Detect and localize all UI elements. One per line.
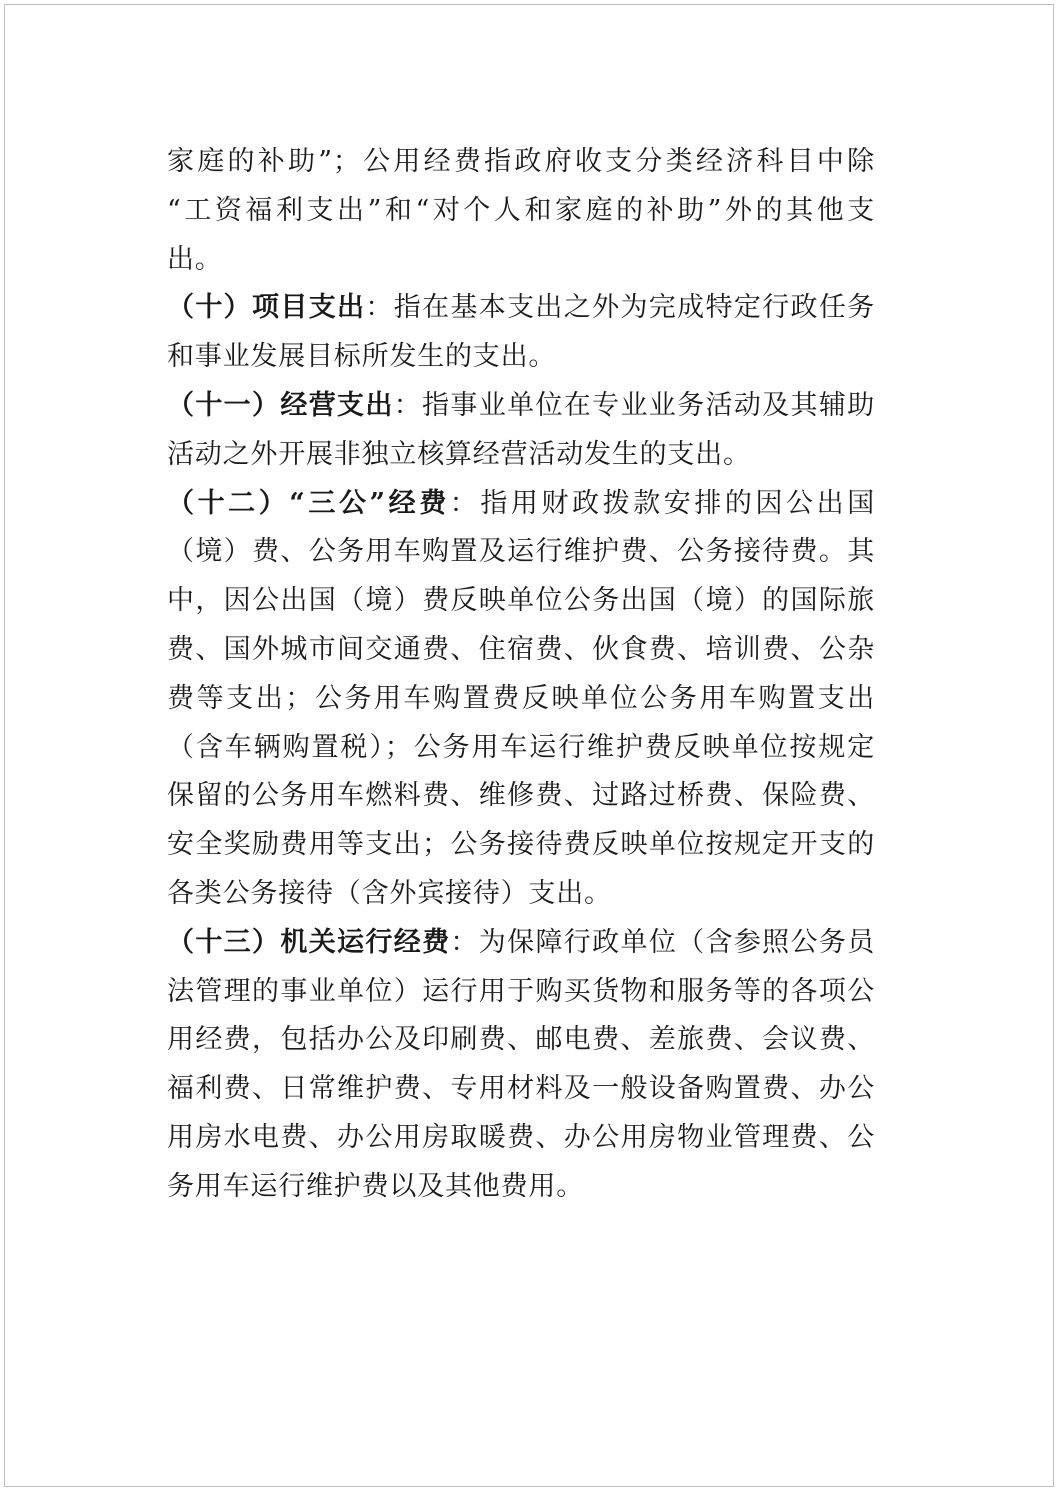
text-line: 务用车运行维护费以及其他费用。 bbox=[167, 1170, 584, 1202]
text-line: 安全奖励费用等支出；公务接待费反映单位按规定开支的 bbox=[167, 829, 875, 861]
paragraph-operating-expenditure bbox=[167, 382, 875, 480]
paragraph-public-funds-continued bbox=[167, 138, 875, 284]
text-line: 费等支出；公务用车购置费反映单位公务用车购置支出 bbox=[167, 682, 875, 714]
text-line: （含车辆购置税）；公务用车运行维护费反映单位按规定 bbox=[167, 731, 875, 763]
text-span: ：为保障行政单位（含参照公务员 bbox=[450, 926, 876, 958]
text-line bbox=[167, 480, 875, 529]
text-span: ：指事业单位在专业业务活动及其辅助 bbox=[393, 389, 875, 421]
text-line bbox=[167, 284, 875, 333]
document-body bbox=[167, 138, 875, 1212]
section-heading: （十一）经营支出 bbox=[167, 389, 394, 421]
paragraph-three-public-expenses bbox=[167, 480, 875, 919]
section-heading: （十）项目支出 bbox=[167, 292, 366, 324]
text-line: “工资福利支出”和“对个人和家庭的补助”外的其他支 bbox=[167, 194, 875, 226]
text-line: 和事业发展目标所发生的支出。 bbox=[167, 341, 557, 373]
section-heading: （十二）“三公”经费 bbox=[167, 487, 450, 519]
text-line: 福利费、日常维护费、专用材料及一般设备购置费、办公 bbox=[167, 1073, 875, 1105]
text-line: （境）费、公务用车购置及运行维护费、公务接待费。其 bbox=[167, 536, 875, 568]
text-line: 出。 bbox=[167, 243, 223, 275]
text-line: 家庭的补助”；公用经费指政府收支分类经济科目中除 bbox=[167, 146, 875, 177]
text-line: 用经费，包括办公及印刷费、邮电费、差旅费、会议费、 bbox=[167, 1024, 875, 1056]
text-line bbox=[167, 382, 875, 431]
section-heading: （十三）机关运行经费 bbox=[167, 926, 451, 958]
text-line: 各类公务接待（含外宾接待）支出。 bbox=[167, 877, 612, 909]
paragraph-agency-operating-funds bbox=[167, 919, 875, 1212]
text-line: 保留的公务用车燃料费、维修费、过路过桥费、保险费、 bbox=[167, 780, 875, 812]
text-line: 法管理的事业单位）运行用于购买货物和服务等的各项公 bbox=[167, 975, 875, 1007]
text-span: ：指用财政拨款安排的因公出国 bbox=[449, 487, 876, 519]
text-line: 中，因公出国（境）费反映单位公务出国（境）的国际旅 bbox=[167, 585, 875, 617]
text-line: 用房水电费、办公用房取暖费、办公用房物业管理费、公 bbox=[167, 1121, 875, 1153]
text-line: 活动之外开展非独立核算经营活动发生的支出。 bbox=[167, 438, 751, 470]
text-span: ：指在基本支出之外为完成特定行政任务 bbox=[365, 292, 875, 324]
paragraph-project-expenditure bbox=[167, 284, 875, 382]
text-line: 费、国外城市间交通费、住宿费、伙食费、培训费、公杂 bbox=[167, 633, 875, 665]
text-line bbox=[167, 919, 875, 968]
